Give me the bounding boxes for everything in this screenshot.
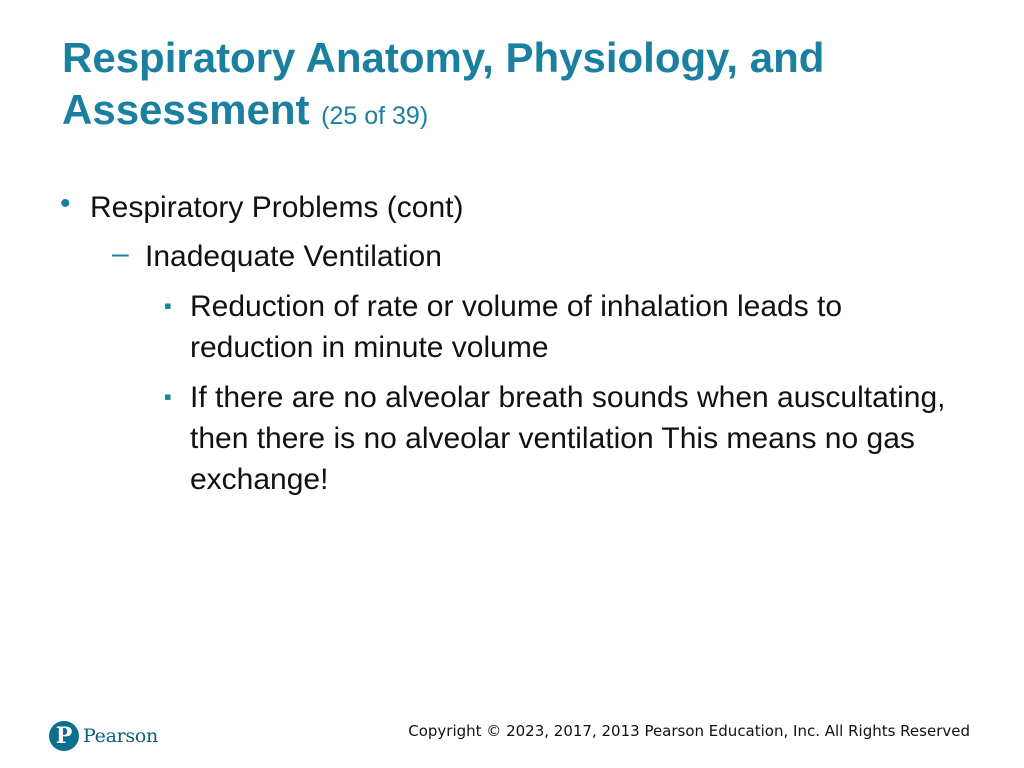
bullet-marker-dot: • bbox=[60, 187, 71, 220]
slide-title-main: Respiratory Anatomy, Physiology, and Assessment bbox=[62, 34, 825, 133]
bullet-level3 bbox=[164, 377, 960, 500]
slide-title bbox=[62, 32, 962, 142]
bullet-level2 bbox=[112, 237, 965, 276]
bullet-level3 bbox=[164, 286, 960, 368]
bullet-marker-square: ▪ bbox=[164, 384, 172, 409]
bullet-text: Inadequate Ventilation bbox=[145, 240, 442, 273]
pearson-logo-icon: P bbox=[49, 721, 79, 751]
bullet-marker-dash: – bbox=[112, 237, 129, 270]
slide-counter: (25 of 39) bbox=[321, 102, 429, 130]
bullet-text: Respiratory Problems (cont) bbox=[90, 191, 464, 224]
bullet-text: Reduction of rate or volume of inhalation leads to reduction in minute volume bbox=[190, 290, 843, 364]
bullet-text: If there are no alveolar breath sounds when auscultating, then there is no alveolar ventilation This means no gas exchange! bbox=[190, 381, 946, 496]
pearson-logo bbox=[49, 718, 158, 754]
pearson-logo-text: Pearson bbox=[83, 725, 158, 747]
bullet-marker-square: ▪ bbox=[164, 293, 172, 318]
bullet-level1 bbox=[60, 187, 950, 227]
copyright-text: Copyright © 2023, 2017, 2013 Pearson Education, Inc. All Rights Reserved bbox=[408, 722, 970, 740]
